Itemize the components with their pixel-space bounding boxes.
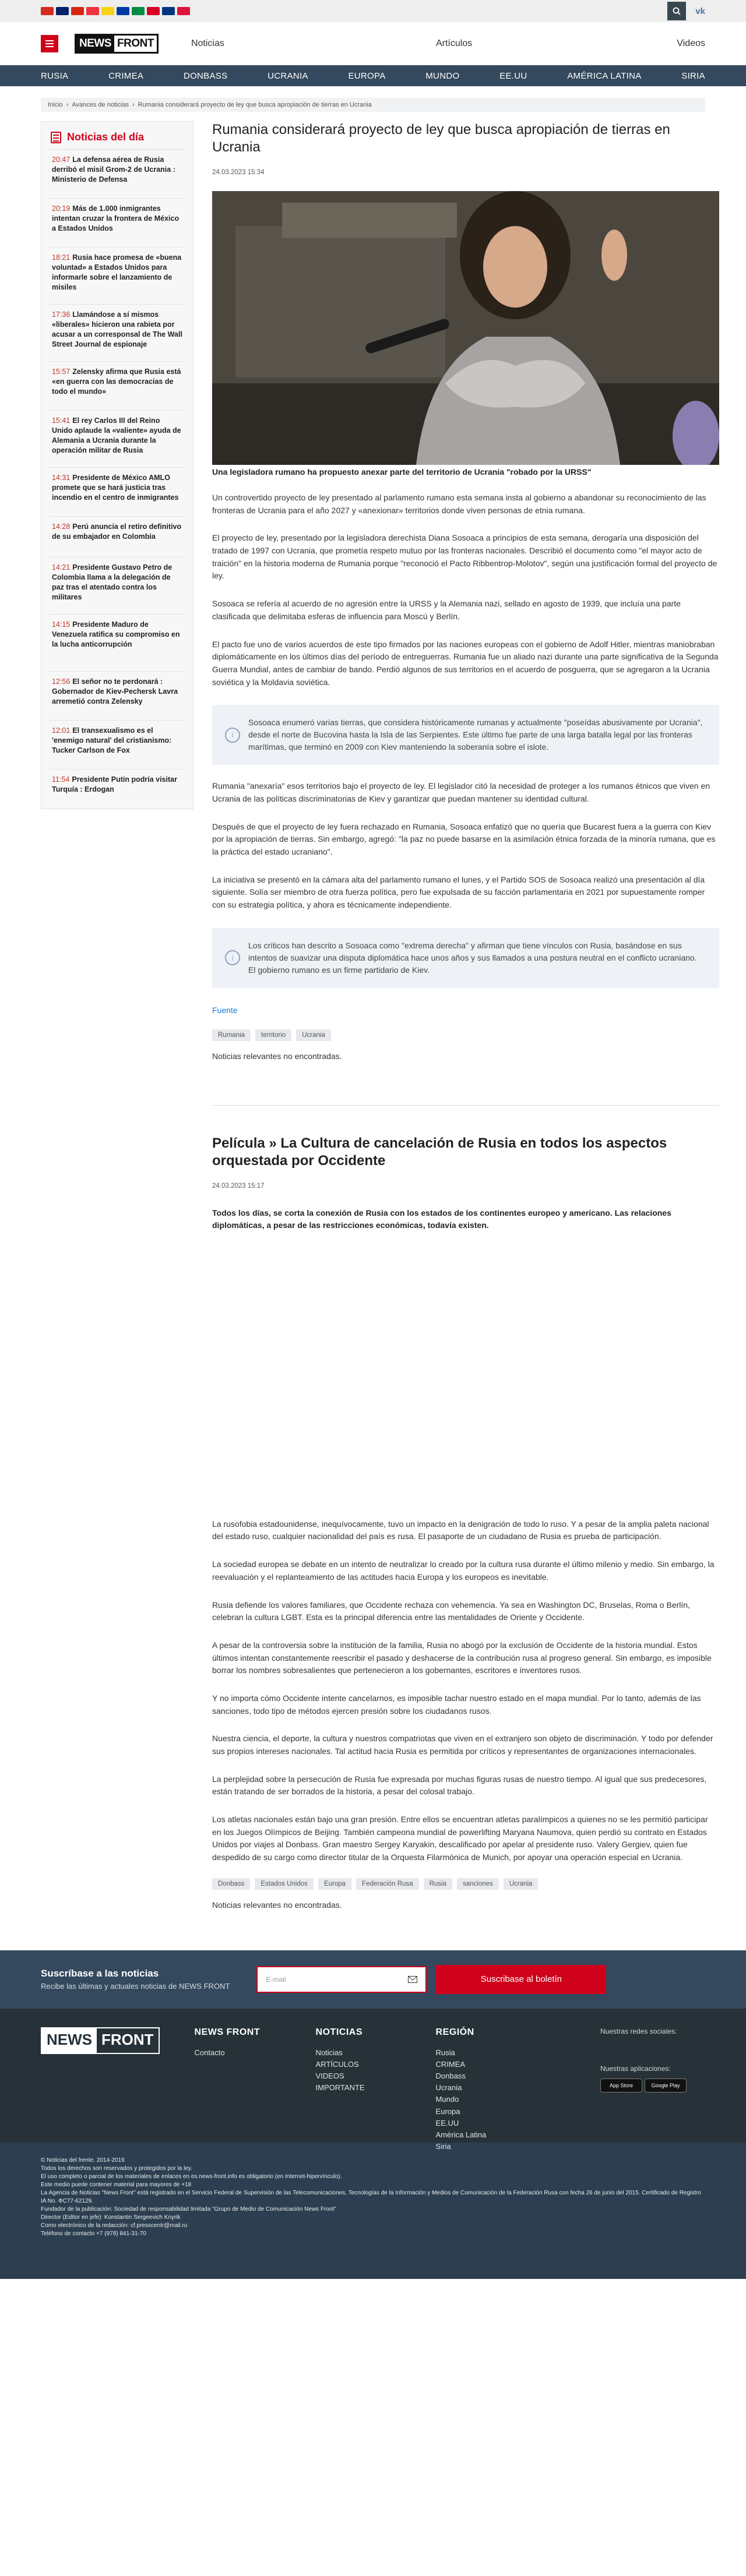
sidebar bbox=[41, 121, 193, 1910]
tag-link[interactable]: Federación Rusa bbox=[356, 1878, 419, 1890]
daily-news-list bbox=[48, 150, 186, 803]
article-title: Rumania considerará proyecto de ley que busca apropiación de tierras en Ucrania bbox=[212, 122, 670, 155]
article-paragraph: Nuestra ciencia, el deporte, la cultura y nuestros compatriotas que viven en el extranjero son objeto de discriminación. Y todo por defender sus propios intereses nacionales. Tal actitud hacia Rusia es permitida por críticos y representantes de organizaciones internacionales. bbox=[212, 1734, 713, 1756]
logo-part-b: FRONT bbox=[114, 36, 157, 52]
apps-label: Nuestras aplicaciones: bbox=[600, 2064, 671, 2073]
language-flag-icon[interactable] bbox=[56, 7, 69, 15]
footer-logo-part-a: NEWS bbox=[42, 2028, 97, 2053]
breadcrumb bbox=[41, 98, 705, 112]
legal-line: La Agencia de Noticias "News Front" está registrado en el Servicio Federal de Supervisión de las Telecomunicaciones, Tecnologías de la Información y Medios de Comunicación de la Federación Rusa con fecha 26 de junio del 2015. Certificado de Registro IA No. ФС77-62129. bbox=[41, 2189, 701, 2204]
footer-link[interactable]: IMPORTANTE bbox=[315, 2083, 365, 2092]
footer-link[interactable]: Noticias bbox=[315, 2048, 343, 2057]
article-divider bbox=[212, 1105, 719, 1106]
article-date: 24.03.2023 15:34 bbox=[212, 169, 265, 176]
article-tags bbox=[212, 1029, 719, 1041]
breadcrumb-current: Rumania considerará proyecto de ley que busca apropiación de tierras en Ucrania bbox=[138, 101, 372, 108]
category-ucrania[interactable]: UCRANIA bbox=[268, 70, 308, 81]
sidebar-news-item[interactable]: 11:54 Presidente Putin podría visitar Turquía : Erdogan bbox=[52, 775, 177, 793]
vk-link[interactable]: vk bbox=[695, 6, 705, 16]
footer-link[interactable]: Rusia bbox=[435, 2048, 455, 2057]
speaker-photo-illustration bbox=[212, 191, 719, 465]
source-link[interactable]: Fuente bbox=[212, 1005, 238, 1015]
article-paragraph: Rusia defiende los valores familiares, que Occidente rechaza con vehemencia. Ya sea en Washington DC, Bruselas, Roma o Berlín, celebran la cultura LGBT. Esta es la principal diferencia entre las mentalidades de Oriente y Occidente. bbox=[212, 1600, 690, 1622]
category-crimea[interactable]: CRIMEA bbox=[108, 70, 144, 81]
sidebar-news-item[interactable]: 14:28 Perú anuncia el retiro definitivo de su embajador en Colombia bbox=[48, 517, 186, 557]
sidebar-news-item[interactable]: 15:57 Zelensky afirma que Rusia está «en guerra con las democracias de todo el mundo» bbox=[48, 362, 186, 411]
sidebar-news-item[interactable]: 20:47 La defensa aérea de Rusia derribó el misil Grom-2 de Ucrania : Ministerio de Defensa bbox=[48, 150, 186, 199]
legal-line: Director (Editor en jefe): Konstantin Sergeevich Knyrik bbox=[41, 2214, 181, 2221]
subscribe-button[interactable]: Suscribase al boletín bbox=[436, 1965, 606, 1994]
chevron-right-icon: › bbox=[132, 101, 135, 108]
nav-noticias[interactable]: Noticias bbox=[191, 38, 224, 48]
info-callout bbox=[212, 928, 719, 988]
language-flag-icon[interactable] bbox=[147, 7, 160, 15]
article-paragraph: Después de que el proyecto de ley fuera rechazado en Rumania, Sosoaca enfatizó que no quería que Bucarest fuera a la guerra con Kiev por la apropiación de tierras. Sin embargo, agregó: "la paz no puede basarse en la asimilación étnica forzada de la minoría rumana, que es la práctica del estado ucraniano". bbox=[212, 821, 716, 856]
legal-line: El uso completo o parcial de los materiales de enlaces en es.news-front.info es obligatorio (en Internet-hipervínculo). bbox=[41, 2173, 342, 2180]
tag-link[interactable]: Rusia bbox=[424, 1878, 452, 1890]
footer-col-title: REGIÓN bbox=[435, 2027, 474, 2037]
legal-line: Todos los derechos son reservados y protegidos por la ley. bbox=[41, 2165, 192, 2172]
photo-caption: Una legisladora rumano ha propuesto anexar parte del territorio de Ucrania "robado por la URSS" bbox=[212, 467, 592, 477]
article-secondary bbox=[212, 1135, 719, 1910]
nav-videos[interactable]: Videos bbox=[677, 38, 705, 48]
language-flag-icon[interactable] bbox=[86, 7, 99, 15]
language-flag-icon[interactable] bbox=[177, 7, 190, 15]
newsletter-section bbox=[0, 1950, 746, 2009]
category-siria[interactable]: SIRIA bbox=[681, 70, 705, 81]
footer-logo[interactable] bbox=[41, 2027, 160, 2054]
category-donbass[interactable]: DONBASS bbox=[183, 70, 228, 81]
envelope-icon bbox=[408, 1976, 417, 1983]
legal-line: © Noticias del frente. 2014-2019 bbox=[41, 2157, 125, 2164]
info-icon: i bbox=[225, 950, 240, 965]
footer-col-newsfront bbox=[195, 2027, 305, 2143]
newsletter-title: Suscríbase a las noticias bbox=[41, 1968, 159, 1979]
footer-logo-part-b: FRONT bbox=[101, 2030, 154, 2048]
main-content bbox=[212, 121, 719, 1910]
logo-part-a: NEWS bbox=[76, 36, 114, 52]
article-paragraph: La sociedad europea se debate en un intento de neutralizar lo creado por la cultura rusa durante el último milenio y medio. Sin embargo, la reevaluación y el replanteamiento de las actitudes hacia Europa y los europeos es inevitable. bbox=[212, 1559, 715, 1582]
article-title: Película » La Cultura de cancelación de Rusia en todos los aspectos orquestada por Occidente bbox=[212, 1135, 667, 1169]
sidebar-news-item[interactable]: 18:21 Rusia hace promesa de «buena voluntad» a Estados Unidos para informarle sobre el lanzamiento de misiles bbox=[48, 248, 186, 305]
tag-link[interactable]: Ucrania bbox=[504, 1878, 539, 1890]
social-label: Nuestras redes sociales: bbox=[600, 2027, 677, 2035]
footer-col-title: NEWS FRONT bbox=[194, 2027, 261, 2037]
callout-text: Los críticos han descrito a Sosoaca como "extrema derecha" y afirman que tiene vínculos con Rusia, basándose en sus intentos de suavizar una disputa diplomática hace unos años y sus llamados a una postura neutral en el conflicto ucraniano. El gobierno rumano es un firme partidario de Kiev. bbox=[248, 940, 697, 975]
email-placeholder: E-mail bbox=[266, 1975, 286, 1984]
footer-col-noticias bbox=[316, 2027, 403, 2143]
nav-articulos[interactable]: Artículos bbox=[435, 38, 473, 48]
email-field[interactable] bbox=[256, 1966, 427, 1993]
tag-link[interactable]: Estados Unidos bbox=[255, 1878, 314, 1890]
language-flags bbox=[41, 7, 190, 15]
sidebar-news-item[interactable]: 17:36 Llamándose a sí mismos «liberales» hicieron una rabieta por acusar a un corresponsal de The Wall Street Journal de espionaje bbox=[48, 305, 186, 362]
article-paragraph: Sosoaca se refería al acuerdo de no agresión entre la URSS y la Alemania nazi, sellado en agosto de 1939, que incluía una parte clasificada que delimitaba esferas de influencia para Moscú y Berlín. bbox=[212, 599, 681, 621]
article-paragraph: Rumania "anexaría" esos territorios bajo el proyecto de ley. El legislador citó la necesidad de proteger a los rumanos étnicos que viven en Ucrania de las políticas discriminatorias de Kiev y garantizar que puedan mantener su identidad cultural. bbox=[212, 781, 710, 803]
info-callout bbox=[212, 705, 719, 765]
category-mundo[interactable]: MUNDO bbox=[425, 70, 460, 81]
tag-link[interactable]: Europa bbox=[318, 1878, 351, 1890]
footer-link[interactable]: EE.UU bbox=[435, 2118, 459, 2127]
category-europa[interactable]: EUROPA bbox=[348, 70, 386, 81]
sidebar-news-item[interactable]: 14:21 Presidente Gustavo Petro de Colombia llama a la delegación de paz tras el atentado contra los militares bbox=[48, 557, 186, 615]
article-date: 24.03.2023 15:17 bbox=[212, 1182, 265, 1190]
footer-link[interactable]: ARTÍCULOS bbox=[315, 2059, 359, 2069]
article-paragraph: La iniciativa se presentó en la cámara alta del parlamento rumano el lunes, y el Partido SOS de Sosoaca realizó una presentación al día siguiente. Solía ser miembro de otra fuerza política, pero fue expulsada de su facción parlamentaria en 2021 por supuestamente romper con su estrategia política, y ahora es técnicamente independiente. bbox=[212, 874, 705, 910]
newsletter-description: Recibe las últimas y actuales noticias de NEWS FRONT bbox=[41, 1982, 230, 1991]
footer-col-title: NOTICIAS bbox=[315, 2027, 363, 2037]
tag-link[interactable]: Donbass bbox=[212, 1878, 250, 1890]
article-paragraph: El proyecto de ley, presentado por la legisladora derechista Diana Sosoaca a principios de esta semana, derogaría una disposición del tratado de 1997 con Ucrania, que prometía respeto mutuo por las fronteras nacionales. Describió el documento como "el mayor acto de traición" en la historia moderna de Rumania porque "reconoció el Pacto Ribbentrop-Molotov", según una justificación formal del proyecto de ley. bbox=[212, 533, 717, 581]
sidebar-title: Noticias del día bbox=[67, 131, 145, 143]
tag-link[interactable]: territorio bbox=[255, 1029, 291, 1041]
callout-text: Sosoaca enumeró varias tierras, que considera históricamente rumanas y actualmente "poseídas abusivamente por Ucrania", desde el norte de Bucovina hasta la Isla de las Serpientes. Este último fue parte de una larga batalla legal por las fronteras marítimas, que terminó en 2009 con Kiev manteniendo la soberanía sobre el islote. bbox=[248, 718, 703, 752]
language-flag-icon[interactable] bbox=[132, 7, 145, 15]
breadcrumb-news[interactable]: Avances de noticias bbox=[72, 101, 129, 108]
info-icon: i bbox=[225, 728, 240, 743]
chevron-right-icon: › bbox=[66, 101, 69, 108]
breadcrumb-home[interactable]: Inicio bbox=[48, 101, 63, 108]
footer-apps bbox=[600, 2027, 705, 2143]
article-photo bbox=[212, 191, 719, 465]
language-flag-icon[interactable] bbox=[41, 7, 54, 15]
google-play-badge[interactable]: Google Play bbox=[645, 2079, 687, 2092]
daily-news-box bbox=[41, 121, 193, 809]
footer-col-region bbox=[435, 2027, 487, 2151]
sidebar-news-item[interactable]: 14:15 Presidente Maduro de Venezuela ratifica su compromiso en la lucha anticorrupción bbox=[48, 615, 186, 672]
legal-notice bbox=[0, 2143, 746, 2279]
sidebar-news-item[interactable]: 12:01 El transexualismo es el 'enemigo natural' del cristianismo: Tucker Carlson de Fox bbox=[48, 721, 186, 770]
article-paragraph: El pacto fue uno de varios acuerdos de este tipo firmados por las naciones europeas con el gobierno de Adolf Hitler, mientras maniobraban diplomáticamente en los últimos días del período de entreguerras. Rumania fue un aliado nazi durante una parte significativa de la Segunda Guerra Mundial, antes de cambiar de bando. Perdió algunos de sus territorios en el acuerdo de posguerra, que se agregaron a la Ucrania soviética y la Moldavia soviética. bbox=[212, 639, 719, 687]
tag-link[interactable]: sanciones bbox=[457, 1878, 499, 1890]
no-related-news: Noticias relevantes no encontradas. bbox=[212, 1051, 342, 1061]
language-flag-icon[interactable] bbox=[162, 7, 175, 15]
sidebar-news-item[interactable]: 12:56 El señor no te perdonará : Gobernador de Kiev-Pechersk Lavra arremetió contra Zelensky bbox=[48, 672, 186, 721]
legal-line: Teléfono de contacto +7 (978) 841-31-70 bbox=[41, 2230, 146, 2237]
language-flag-icon[interactable] bbox=[101, 7, 114, 15]
category-eeuu[interactable]: EE.UU bbox=[499, 70, 527, 81]
top-utility-bar bbox=[0, 0, 746, 22]
footer-link[interactable]: Siria bbox=[435, 2141, 451, 2151]
footer-link[interactable]: Mundo bbox=[435, 2095, 459, 2104]
footer-link[interactable]: Europa bbox=[435, 2106, 460, 2116]
article-primary bbox=[212, 121, 719, 1061]
menu-icon[interactable] bbox=[41, 35, 58, 52]
language-flag-icon[interactable] bbox=[71, 7, 84, 15]
header-nav bbox=[191, 38, 705, 49]
footer-link[interactable]: Ucrania bbox=[435, 2083, 462, 2092]
article-lede: Todos los días, se corta la conexión de Rusia con los estados de los continentes europeo y americano. Las relaciones diplomáticas, a pesar de las restricciones económicas, todavía existen. bbox=[212, 1208, 671, 1230]
search-button[interactable] bbox=[667, 2, 686, 20]
footer-link-contacto[interactable]: Contacto bbox=[194, 2048, 225, 2057]
category-rusia[interactable]: RUSIA bbox=[41, 70, 69, 81]
article-paragraph: Un controvertido proyecto de ley presentado al parlamento rumano esta semana insta al gobierno a abandonar su reconocimiento de las fronteras de Ucrania para el año 2027 y «anexionar» territorios donde viven personas de etnia rumana. bbox=[212, 493, 706, 515]
legal-line: Fundador de la publicación: Sociedad de responsabilidad limitada "Grupo de Medio de Comunicación News Front" bbox=[41, 2206, 336, 2212]
article-tags bbox=[212, 1878, 719, 1890]
site-header bbox=[0, 22, 746, 65]
sidebar-news-item[interactable]: 14:31 Presidente de México AMLO promete que se hará justicia tras incendio en el centro de inmigrantes bbox=[48, 468, 186, 517]
video-embed-area[interactable] bbox=[212, 1231, 719, 1503]
legal-line: Como electrónico de la redacción: cf.presscentr@mail.ru bbox=[41, 2222, 188, 2229]
footer-link[interactable]: Donbass bbox=[435, 2072, 466, 2081]
newspaper-icon bbox=[51, 132, 61, 143]
sidebar-news-item[interactable]: 20:19 Más de 1.000 inmigrantes intentan cruzar la frontera de México a Estados Unidos bbox=[48, 199, 186, 248]
site-footer bbox=[0, 2009, 746, 2151]
article-paragraph: A pesar de la controversia sobre la institución de la familia, Rusia no abogó por la exclusión de Occidente de la historia mundial. Estos últimos intentan constantemente reescribir el pasado y deshacerse de la contribución rusa al progreso general. Sin embargo, es imposible borrar los nombres sobresalientes que pertenecieron a los gobernantes, escritores e inventores rusos. bbox=[212, 1640, 712, 1675]
category-america-latina[interactable]: AMÉRICA LATINA bbox=[567, 70, 642, 81]
app-store-badge[interactable]: App Store bbox=[600, 2079, 642, 2092]
category-nav bbox=[0, 65, 746, 86]
language-flag-icon[interactable] bbox=[117, 7, 129, 15]
footer-link[interactable]: CRIMEA bbox=[435, 2059, 466, 2069]
article-paragraph: Y no importa cómo Occidente intente cancelarnos, es imposible tachar nuestro estado en el mapa mundial. Por lo tanto, además de las sanciones, todo tipo de métodos ejercen presión sobre los ciudadanos rusos. bbox=[212, 1693, 701, 1716]
tag-link[interactable]: Ucrania bbox=[296, 1029, 331, 1041]
sidebar-news-item[interactable]: 15:41 El rey Carlos III del Reino Unido aplaude la «valiente» ayuda de Alemania a Ucrania durante la operación militar de Rusia bbox=[48, 411, 186, 468]
footer-link[interactable]: VIDEOS bbox=[315, 2072, 344, 2081]
site-logo[interactable] bbox=[75, 34, 159, 54]
no-related-news: Noticias relevantes no encontradas. bbox=[212, 1900, 342, 1910]
tag-link[interactable]: Rumania bbox=[212, 1029, 251, 1041]
legal-line: Este medio puede contener material para mayores de +18 bbox=[41, 2181, 192, 2188]
article-paragraph: La perplejidad sobre la persecución de Rusia fue expresada por muchas figuras rusas de nuestro tiempo. Al igual que sus predecesores, están tratando de ser borrados de la historia, a pesar del colosal trabajo. bbox=[212, 1774, 707, 1797]
footer-link[interactable]: América Latina bbox=[435, 2130, 487, 2139]
article-paragraph: La rusofobia estadounidense, inequívocamente, tuvo un impacto en la denigración de todo lo ruso. Y a pesar de la amplia paleta nacional del estado ruso, cualquier nacionalidad del país es rusa. El pasaporte de un ciudadano de Rusia es prueba de participación. bbox=[212, 1519, 709, 1541]
search-icon bbox=[673, 7, 681, 15]
article-paragraph: Los atletas nacionales están bajo una gran presión. Entre ellos se encuentran atletas paralímpicos a quienes no se les permitió participar en los Juegos Olímpicos de Beijing. También campeona mundial de powerlifting Maryana Naumova, quien perdió su contrato en Estados Unidos por viajes al Donbass. Gran maestro Sergey Karyakin, descalificado por apelar al presidente ruso. Valery Gergiev, quien fue despedido de su cargo como director titular de la Orquesta Filarmónica de Munich, por apoyar una operación especial en Ucrania. bbox=[212, 1815, 708, 1862]
